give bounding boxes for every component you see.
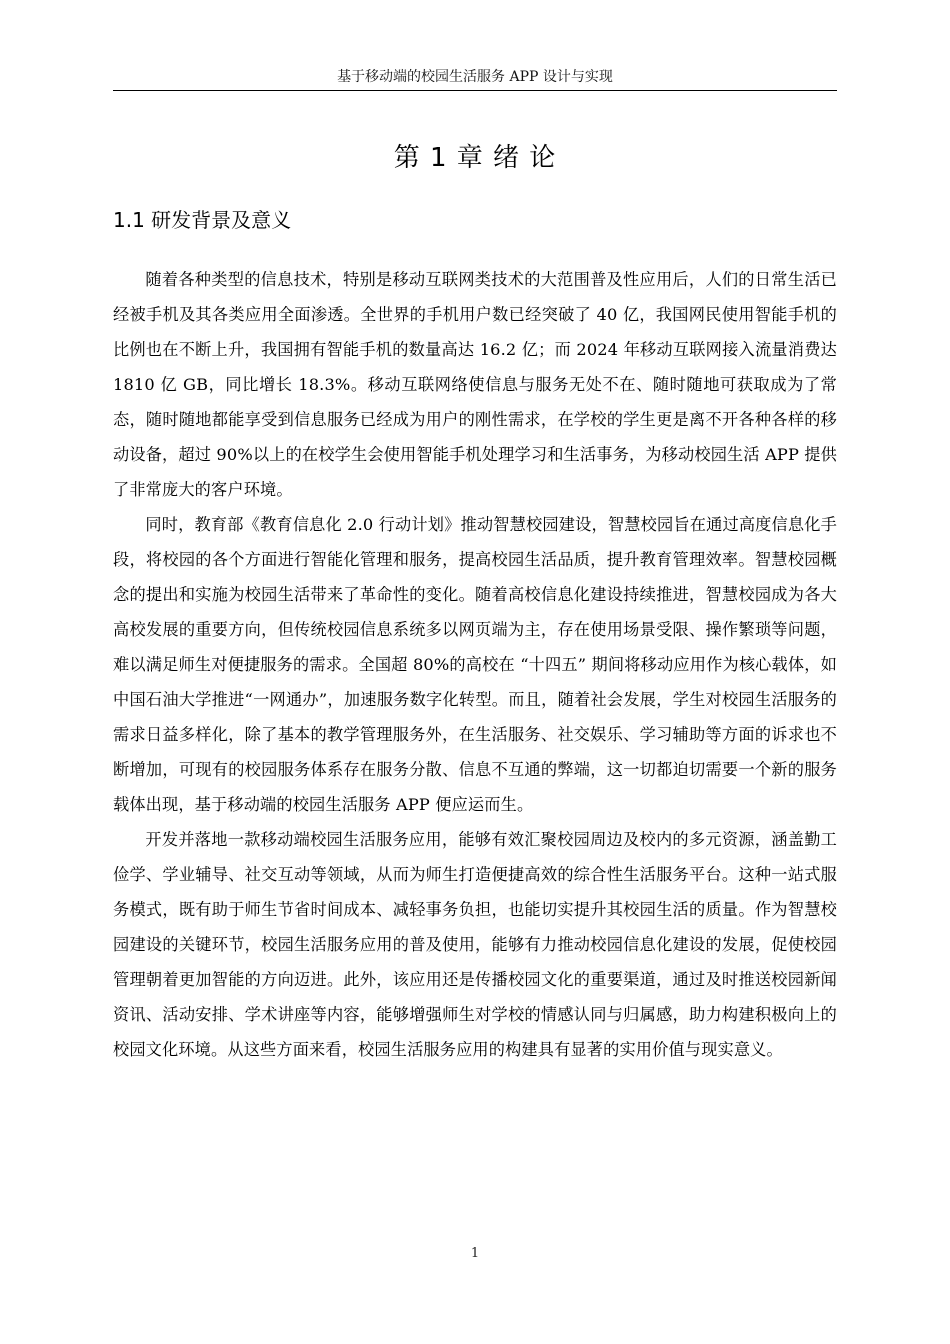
header-rule bbox=[113, 90, 837, 91]
chapter-title: 第 1 章 绪 论 bbox=[393, 143, 557, 173]
running-header: 基于移动端的校园生活服务 APP 设计与实现 bbox=[337, 69, 613, 85]
body-text bbox=[113, 262, 837, 1067]
paragraph-background: 随着各种类型的信息技术，特别是移动互联网类技术的大范围普及性应用后，人们的日常生活已经被手机及其各类应用全面渗透。全世界的手机用户数已经突破了 40 亿，我国网民使用智能手机的比例也在不断上升，我国拥有智能手机的数量高达 16.2 亿；而 2024 年移动互联网接入流量消费达 1810 亿 GB，同比增长 18.3%。移动互联网络使信息与服务无处不在、随时随地可获取成为了常态，随时随地都能享受到信息服务已经成为用户的刚性需求，在学校的学生更是离不开各种各样的移动设备，超过 90%以上的在校学生会使用智能手机处理学习和生活事务，为移动校园生活 APP 提供了非常庞大的客户环境。 bbox=[113, 270, 837, 499]
paragraph-smart-campus: 同时，教育部《教育信息化 2.0 行动计划》推动智慧校园建设，智慧校园旨在通过高度信息化手段，将校园的各个方面进行智能化管理和服务，提高校园生活品质，提升教育管理效率。智慧校园概念的提出和实施为校园生活带来了革命性的变化。随着高校信息化建设持续推进，智慧校园成为各大高校发展的重要方向，但传统校园信息系统多以网页端为主，存在使用场景受限、操作繁琐等问题，难以满足师生对便捷服务的需求。全国超 80%的高校在 “十四五” 期间将移动应用作为核心载体，如中国石油大学推进“一网通办”，加速服务数字化转型。而且，随着社会发展，学生对校园生活服务的需求日益多样化，除了基本的教学管理服务外，在生活服务、社交娱乐、学习辅助等方面的诉求也不断增加，可现有的校园服务体系存在服务分散、信息不互通的弊端，这一切都迫切需要一个新的服务载体出现，基于移动端的校园生活服务 APP 便应运而生。 bbox=[113, 515, 837, 814]
section-title: 1.1 研发背景及意义 bbox=[113, 208, 292, 232]
page-number: 1 bbox=[470, 1246, 480, 1261]
paragraph-significance: 开发并落地一款移动端校园生活服务应用，能够有效汇聚校园周边及校内的多元资源，涵盖勤工俭学、学业辅导、社交互动等领域，从而为师生打造便捷高效的综合性生活服务平台。这种一站式服务模式，既有助于师生节省时间成本、减轻事务负担，也能切实提升其校园生活的质量。作为智慧校园建设的关键环节，校园生活服务应用的普及使用，能够有力推动校园信息化建设的发展，促使校园管理朝着更加智能的方向迈进。此外，该应用还是传播校园文化的重要渠道，通过及时推送校园新闻资讯、活动安排、学术讲座等内容，能够增强师生对学校的情感认同与归属感，助力构建积极向上的校园文化环境。从这些方面来看，校园生活服务应用的构建具有显著的实用价值与现实意义。 bbox=[113, 830, 837, 1059]
